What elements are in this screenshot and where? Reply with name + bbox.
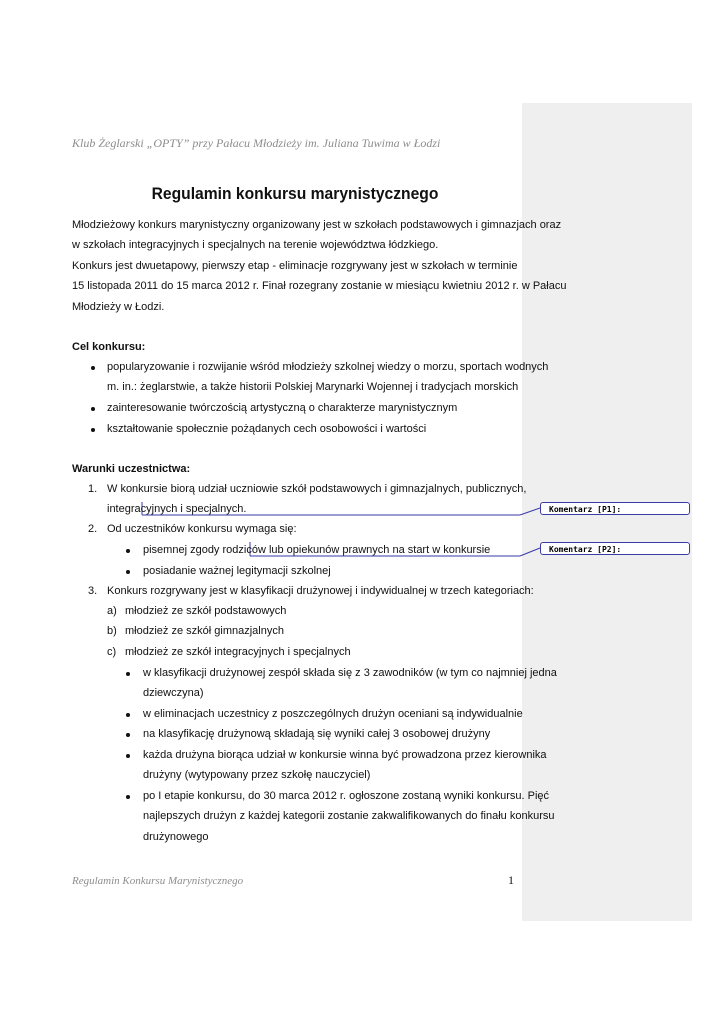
bullet-dot bbox=[126, 795, 130, 799]
bullet-dot bbox=[126, 672, 130, 676]
comment-link-p1 bbox=[520, 508, 540, 515]
intro-line-5: Młodzieży w Łodzi. bbox=[72, 301, 165, 313]
comment-link-p2 bbox=[520, 548, 540, 556]
category-a: młodzież ze szkół podstawowych bbox=[125, 605, 287, 617]
cel-item-2: zainteresowanie twórczością artystyczną o charakterze marynistycznym bbox=[107, 402, 458, 414]
bullet-dot bbox=[91, 428, 95, 432]
list-letter: c) bbox=[107, 646, 117, 658]
intro-line-2: w szkołach integracyjnych i specjalnych na terenie województwa łódzkiego. bbox=[72, 239, 439, 251]
bullet-dot bbox=[126, 733, 130, 737]
bullet-dot bbox=[126, 549, 130, 553]
rule-1: w klasyfikacji drużynowej zespół składa się z 3 zawodników (w tym co najmniej jedna bbox=[143, 667, 557, 679]
page-number: 1 bbox=[508, 873, 514, 887]
warunki-item-2-sub-2: posiadanie ważnej legitymacji szkolnej bbox=[143, 565, 331, 577]
bullet-dot bbox=[91, 407, 95, 411]
bullet-dot bbox=[126, 570, 130, 574]
rule-1-cont: dziewczyna) bbox=[143, 687, 204, 699]
comment-p1[interactable]: Komentarz [P1]: bbox=[540, 502, 690, 515]
comment-p2[interactable]: Komentarz [P2]: bbox=[540, 542, 690, 555]
list-letter: a) bbox=[107, 605, 117, 617]
document-title: Regulamin konkursu marynistycznego bbox=[151, 184, 439, 203]
category-b: młodzież ze szkół gimnazjalnych bbox=[125, 625, 284, 637]
warunki-item-1-cont: integracyjnych i specjalnych. bbox=[107, 503, 247, 515]
bullet-dot bbox=[91, 366, 95, 370]
list-number: 1. bbox=[88, 483, 98, 495]
rule-5: po I etapie konkursu, do 30 marca 2012 r. ogłoszone zostaną wyniki konkursu. Pięć bbox=[143, 790, 550, 802]
rule-4-cont: drużyny (wytypowany przez szkołę nauczyciel) bbox=[143, 769, 371, 781]
list-number: 3. bbox=[88, 585, 98, 597]
warunki-item-3: Konkurs rozgrywany jest w klasyfikacji drużynowej i indywidualnej w trzech kategoriach: bbox=[107, 585, 534, 597]
intro-line-3: Konkurs jest dwuetapowy, pierwszy etap - eliminacje rozgrywany jest w szkołach w terminie bbox=[72, 260, 518, 272]
section-heading-warunki: Warunki uczestnictwa: bbox=[72, 463, 191, 475]
rule-4: każda drużyna biorąca udział w konkursie winna być prowadzona przez kierownika bbox=[143, 749, 547, 761]
intro-line-4: 15 listopada 2011 do 15 marca 2012 r. Finał rozegrany zostanie w miesiącu kwietniu 2012 r. w Pałacu bbox=[72, 280, 567, 292]
page-header: Klub Żeglarski „OPTY” przy Pałacu Młodzieży im. Juliana Tuwima w Łodzi bbox=[72, 136, 441, 150]
category-c: młodzież ze szkół integracyjnych i specjalnych bbox=[125, 646, 351, 658]
rule-2: w eliminacjach uczestnicy z poszczególnych drużyn oceniani są indywidualnie bbox=[143, 708, 523, 720]
warunki-item-1: W konkursie biorą udział uczniowie szkół podstawowych i gimnazjalnych, publicznych, bbox=[107, 483, 527, 495]
bullet-dot bbox=[126, 713, 130, 717]
list-number: 2. bbox=[88, 523, 98, 535]
cel-item-1: popularyzowanie i rozwijanie wśród młodzieży szkolnej wiedzy o morzu, sportach wodnych bbox=[107, 361, 549, 373]
list-letter: b) bbox=[107, 625, 117, 637]
page-footer: Regulamin Konkursu Marynistycznego bbox=[72, 875, 244, 887]
rule-3: na klasyfikację drużynową składają się wyniki całej 3 osobowej drużyny bbox=[143, 728, 491, 740]
cel-item-1-cont: m. in.: żeglarstwie, a także historii Polskiej Marynarki Wojennej i tradycjach morskich bbox=[107, 381, 519, 393]
warunki-item-2: Od uczestników konkursu wymaga się: bbox=[107, 523, 297, 535]
rule-5-cont-1: najlepszych drużyn z każdej kategorii zostanie zakwalifikowanych do finału konkursu bbox=[143, 810, 555, 822]
warunki-item-2-sub-1: pisemnej zgody rodziców lub opiekunów prawnych na start w konkursie bbox=[143, 544, 491, 556]
intro-line-1: Młodzieżowy konkurs marynistyczny organizowany jest w szkołach podstawowych i gimnazjach oraz bbox=[72, 219, 562, 231]
section-heading-cel: Cel konkursu: bbox=[72, 341, 146, 353]
cel-item-3: kształtowanie społecznie pożądanych cech osobowości i wartości bbox=[107, 423, 427, 435]
rule-5-cont-2: drużynowego bbox=[143, 831, 209, 843]
bullet-dot bbox=[126, 754, 130, 758]
